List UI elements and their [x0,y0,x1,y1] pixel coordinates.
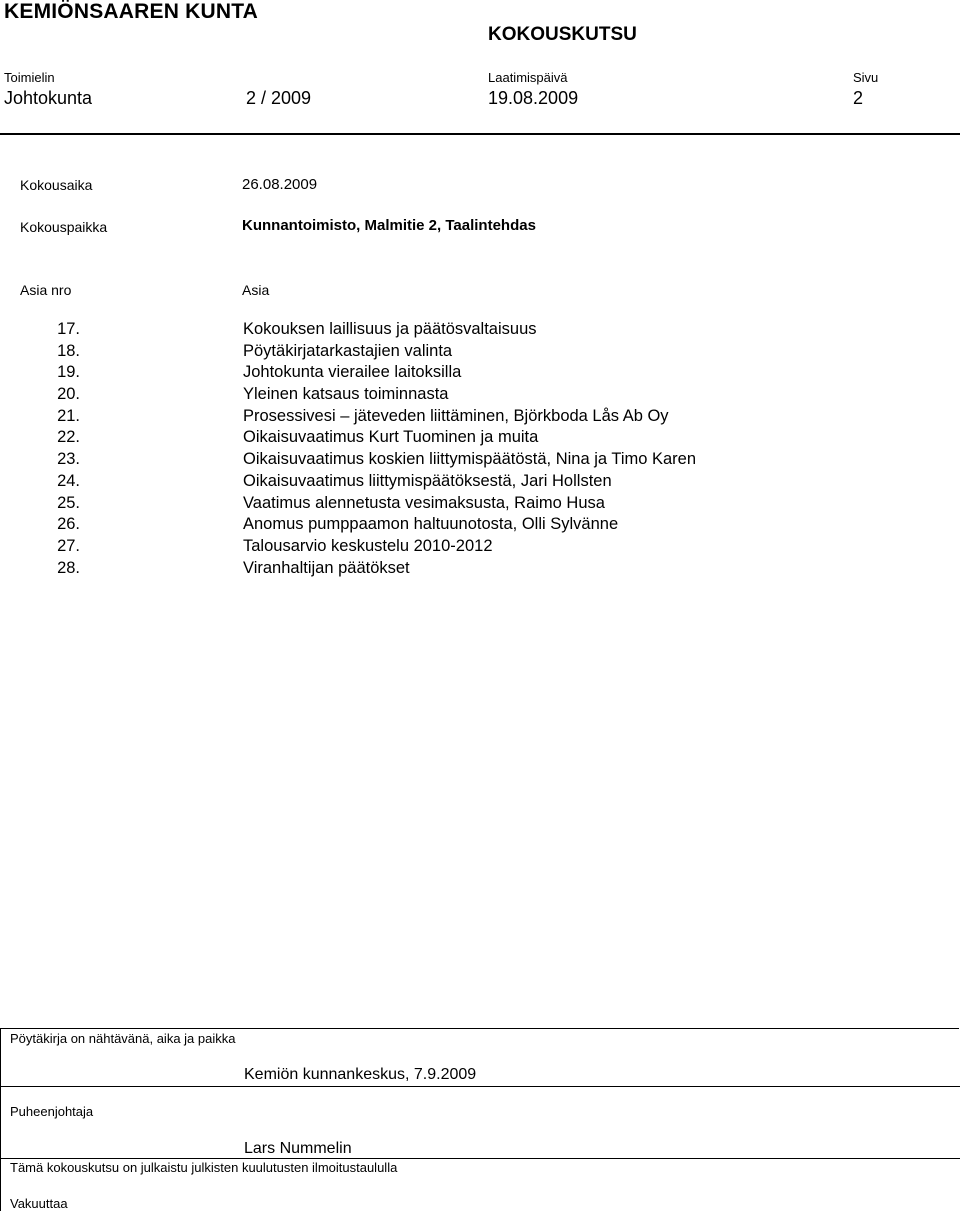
agenda-item-number: 28. [57,558,80,577]
organization-name: KEMIÖNSAAREN KUNTA [4,0,259,23]
agenda-item-number: 19. [57,363,80,382]
kokouspaikka-value: Kunnantoimisto, Malmitie 2, Taalintehdas [242,217,536,234]
agenda-item-text: Johtokunta vierailee laitoksilla [243,363,462,382]
agenda-item [0,407,960,429]
header-divider [0,133,960,135]
agenda-item-number: 23. [57,450,80,469]
agenda-item-number: 25. [57,493,80,512]
poytakirja-label: Pöytäkirja on nähtävänä, aika ja paikka [10,1031,236,1046]
agenda-item [0,559,960,581]
agenda-item-text: Kokouksen laillisuus ja päätösvaltaisuus [243,320,537,338]
footer-divider-2 [0,1158,960,1159]
sivu-label: Sivu [853,70,879,85]
agenda-item [0,385,960,407]
sivu-value: 2 [853,88,864,108]
laatimispaiva-label: Laatimispäivä [488,70,568,85]
agenda-item-text: Pöytäkirjatarkastajien valinta [243,341,453,360]
agenda-item [0,472,960,494]
agenda-item-text: Viranhaltijan päätökset [243,558,410,577]
agenda-item-header: Asia [242,282,270,298]
agenda-item [0,320,960,342]
agenda-item-text: Oikaisuvaatimus Kurt Tuominen ja muita [243,428,539,447]
agenda-item-text: Oikaisuvaatimus liittymispäätöksestä, Jari Hollsten [243,471,612,490]
agenda-item-text: Oikaisuvaatimus koskien liittymispäätöstä, Nina ja Timo Karen [243,450,697,469]
footer-box [0,1028,959,1211]
toimielin-label: Toimielin [4,70,55,85]
julkaistu-label: Tämä kokouskutsu on julkaistu julkisten kuulutusten ilmoitustaululla [10,1160,398,1175]
agenda-item-number: 21. [57,406,80,425]
agenda-item-text: Yleinen katsaus toiminnasta [243,385,449,404]
agenda-item-number: 27. [57,536,80,555]
footer-divider-1 [0,1086,960,1087]
agenda-item [0,537,960,559]
kokouspaikka-label: Kokouspaikka [20,219,108,235]
agenda-item-number: 20. [57,385,80,404]
agenda-item-number: 17. [57,320,80,338]
agenda-item [0,515,960,537]
agenda-item [0,363,960,385]
agenda-item [0,450,960,472]
poytakirja-value: Kemiön kunnankeskus, 7.9.2009 [244,1066,477,1083]
puheenjohtaja-label: Puheenjohtaja [10,1104,94,1119]
vakuuttaa-label: Vakuuttaa [10,1196,68,1211]
agenda-item-text: Talousarvio keskustelu 2010-2012 [243,536,493,555]
kokousaika-label: Kokousaika [20,177,93,193]
meeting-number: 2 / 2009 [246,88,312,108]
agenda-item-text: Prosessivesi – jäteveden liittäminen, Björkboda Lås Ab Oy [243,406,669,425]
agenda-number-header: Asia nro [20,282,72,298]
agenda-item-text: Anomus pumppaamon haltuunotosta, Olli Sylvänne [243,515,619,534]
agenda-item [0,342,960,364]
agenda-item-text: Vaatimus alennetusta vesimaksusta, Raimo Husa [243,493,605,512]
agenda-item [0,428,960,450]
agenda-item-number: 22. [57,428,80,447]
toimielin-value: Johtokunta [4,88,93,108]
document-type: KOKOUSKUTSU [488,24,637,45]
kokousaika-value: 26.08.2009 [242,176,318,193]
agenda-list [0,320,960,580]
laatimispaiva-value: 19.08.2009 [488,88,579,108]
puheenjohtaja-value: Lars Nummelin [244,1140,352,1157]
agenda-item-number: 18. [57,341,80,360]
agenda-item-number: 26. [57,515,80,534]
agenda-item [0,494,960,516]
agenda-item-number: 24. [57,471,80,490]
